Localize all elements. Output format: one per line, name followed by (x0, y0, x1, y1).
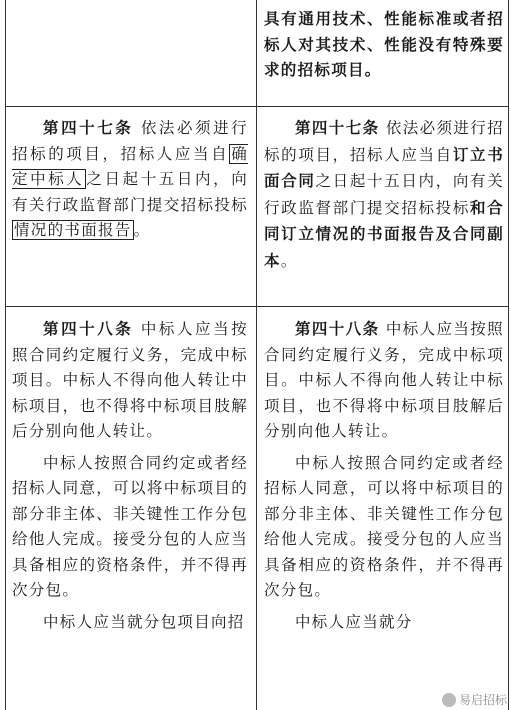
article47-right-cell (264, 115, 504, 274)
article48-left-heading: 第四十八条 (43, 319, 134, 338)
article48-left-paragraph-2: 中标人按照合同约定或者经招标人同意，可以将中标项目的部分非主体、非关键性工作分包给他人完成。接受分包的人应当具备相应的资格条件，并不得再次分包。 (12, 453, 248, 599)
article48-right-heading: 第四十八条 (295, 319, 380, 338)
article48-right-paragraph-3: 中标人应当就分 (295, 612, 413, 631)
article47-left-text-3: 。 (133, 221, 151, 239)
row1-right-cell (264, 6, 504, 83)
article47-left-paragraph (12, 115, 248, 244)
article48-right-text-1: 中标人应当按照合同约定履行义务，完成中标项目。中标人不得向他人转让中标项目，也不得将中标项目肢解后分别向他人转让。 (264, 320, 504, 440)
row-divider-1 (5, 106, 509, 107)
article48-left-cell (12, 316, 248, 635)
article47-right-bold-1: 订立书面合同 (264, 144, 504, 190)
article48-left-text-1: 中标人应当按照合同约定履行义务，完成中标项目。中标人不得向他人转让中标项目，也不得将中标项目肢解后分别向他人转让。 (12, 320, 248, 440)
watermark-text: 易启招标 (458, 693, 507, 707)
article47-right-text-2: 之日起十五日内，向有关行政监督部门提交招标投标 (264, 172, 504, 217)
row-divider-2 (5, 306, 509, 307)
wechat-icon (442, 693, 456, 707)
article47-left-text-1: 依法必须进行招标的项目，招标人应当自 (12, 119, 248, 163)
highlight-box-written-report: 情况的书面报告 (14, 221, 132, 239)
article48-right-paragraph-2: 中标人按照合同约定或者经招标人同意，可以将中标项目的部分非主体、非关键性工作分包给他人完成。接受分包的人应当具备相应的资格条件，并不得再次分包。 (264, 453, 504, 599)
article47-right-bold-2: 和合同订立情况的书面报告及合同副本 (264, 197, 504, 270)
article48-right-paragraph-1 (264, 316, 504, 445)
article47-left-cell (12, 115, 248, 244)
article48-left-paragraph-1 (12, 316, 248, 445)
article47-left-text-2: 之日起十五日内，向有关行政监督部门提交招标投标 (12, 170, 249, 214)
article47-right-heading: 第四十七条 (295, 118, 380, 137)
watermark (442, 691, 507, 708)
article48-right-cell (264, 316, 504, 635)
article47-left-heading: 第四十七条 (43, 118, 134, 137)
row1-right-text: 具有通用技术、性能标准或者招标人对其技术、性能没有特殊要求的招标项目。 (264, 9, 504, 79)
article48-left-paragraph-3: 中标人应当就分包项目向招 (43, 612, 245, 631)
article47-right-paragraph (264, 115, 504, 274)
article47-right-text-3: 。 (280, 251, 298, 270)
article47-right-text-1: 依法必须进行招标的项目，招标人应当自 (264, 119, 504, 164)
highlight-box-confirm-winner: 确定中标人 (12, 144, 248, 188)
